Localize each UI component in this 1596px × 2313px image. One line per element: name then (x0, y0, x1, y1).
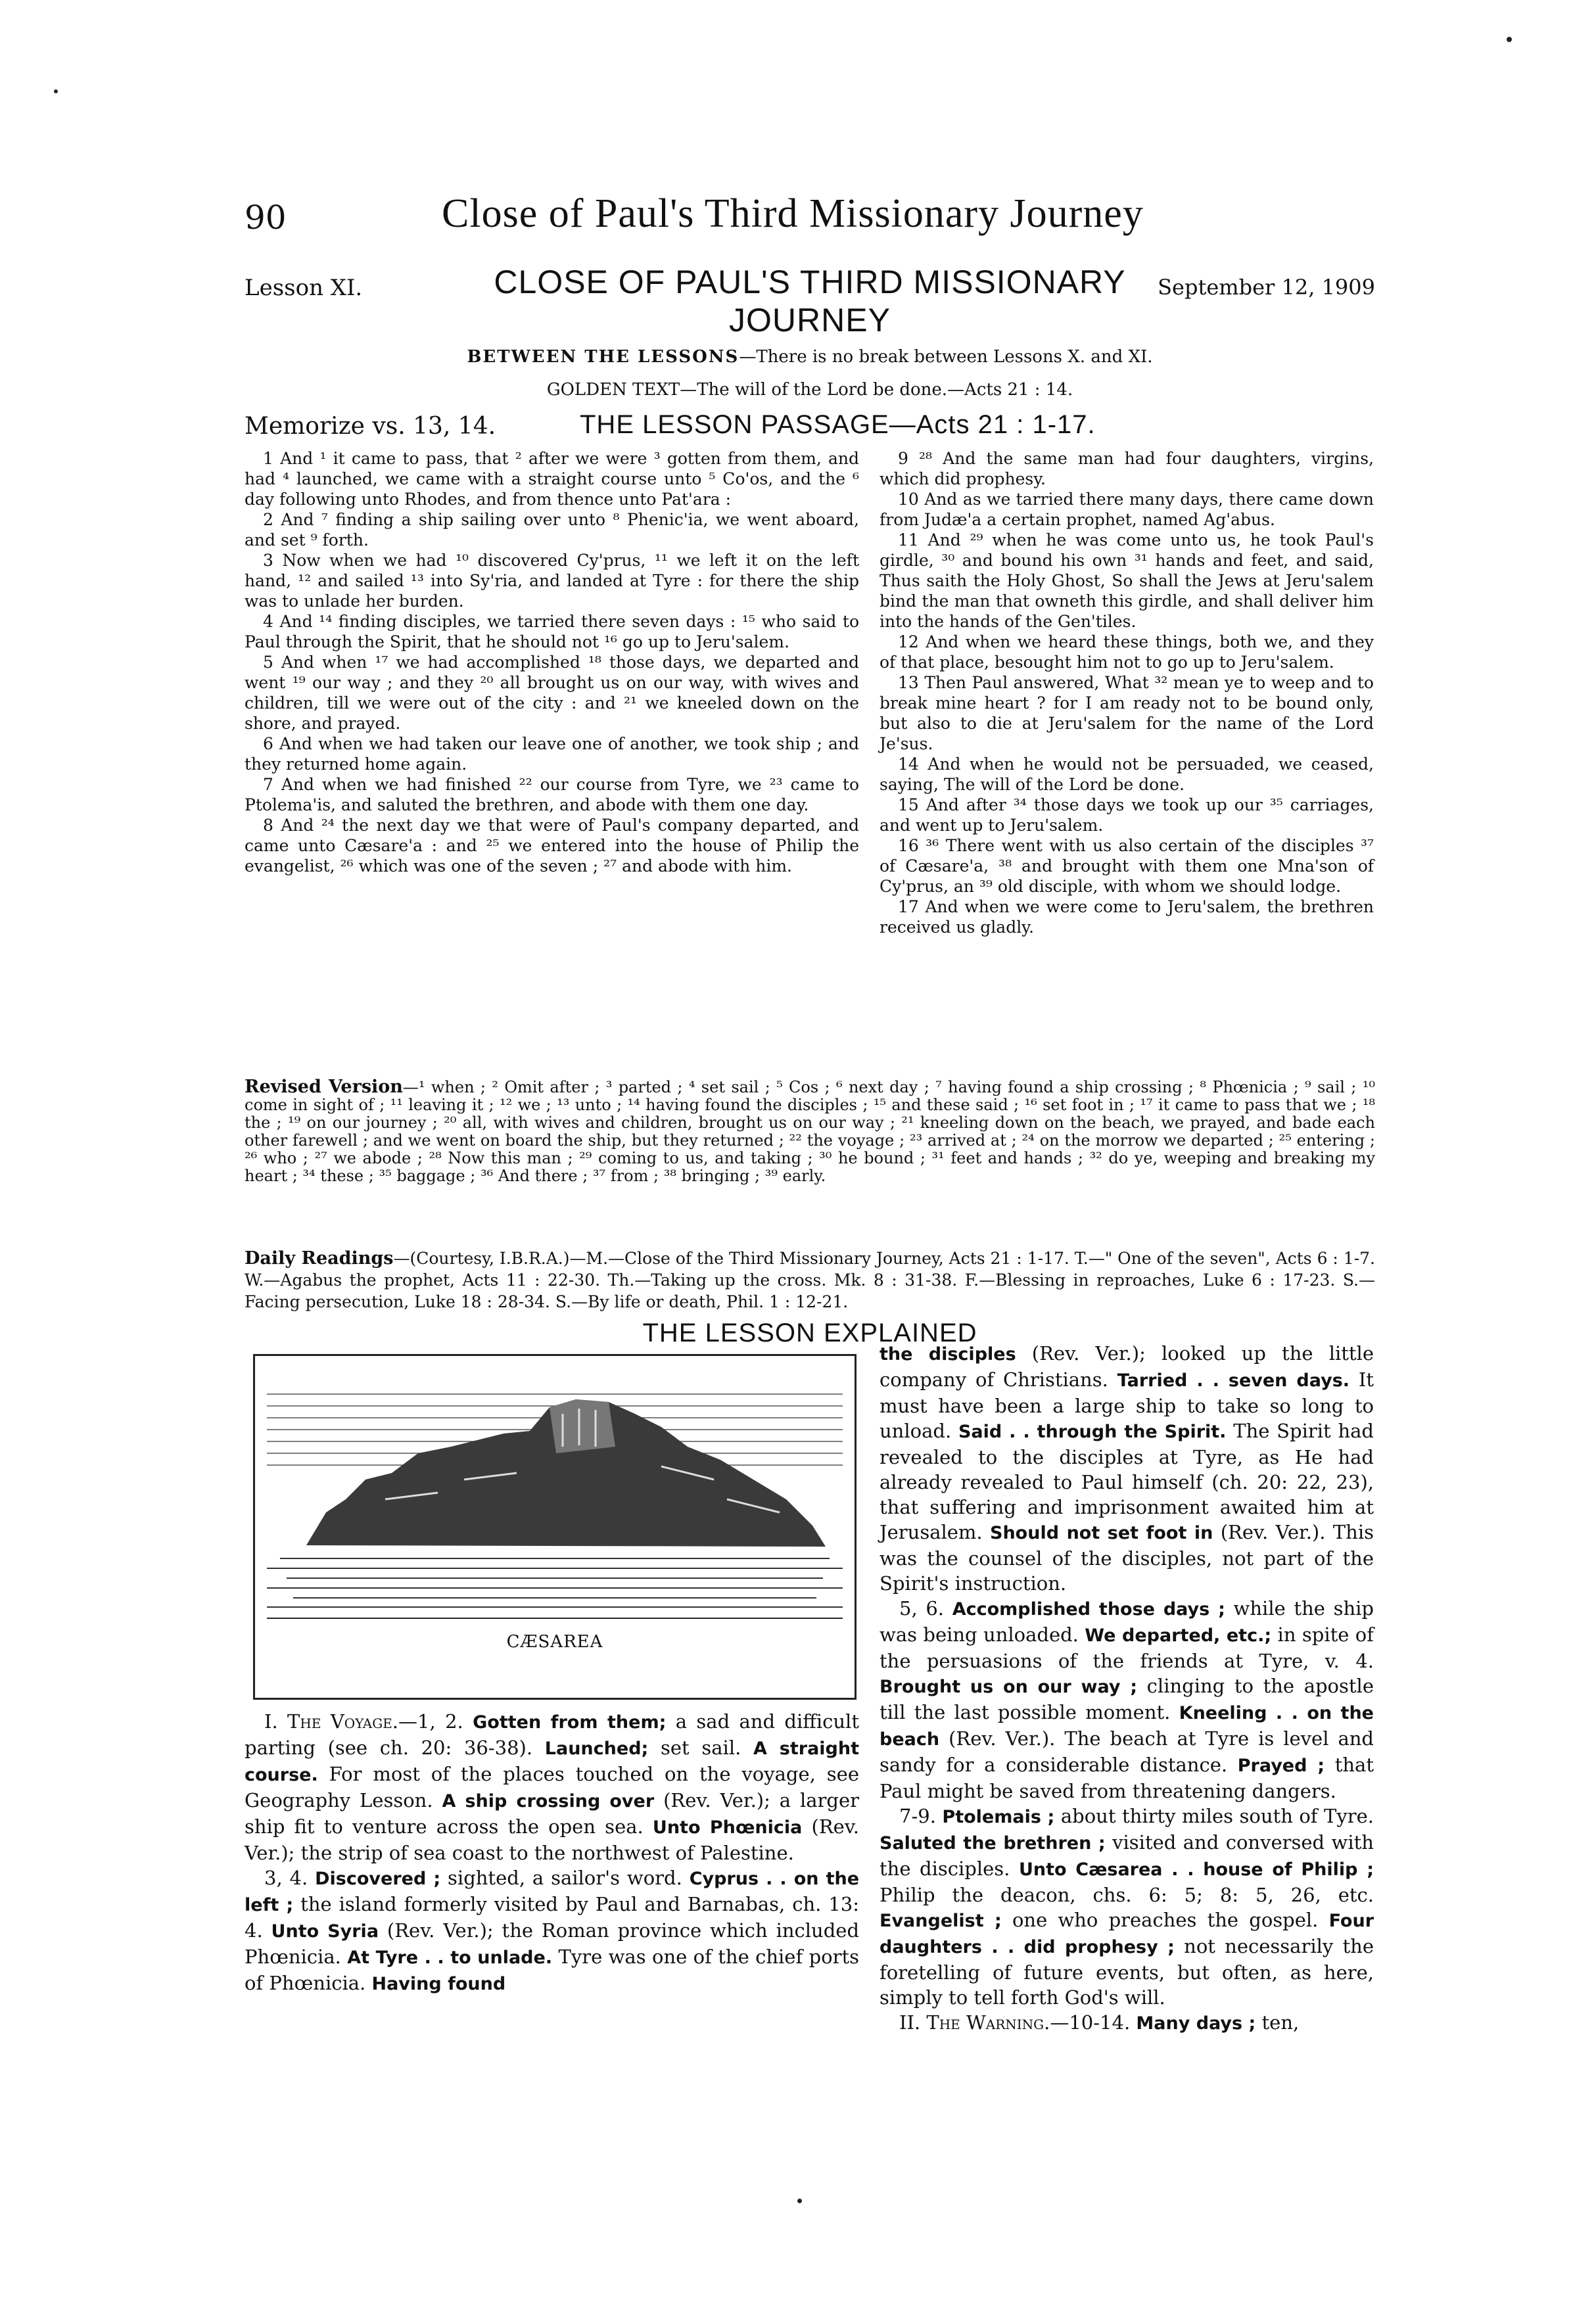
gloss: (Rev. Ver.); looked up the little company of Christians. (880, 1342, 1374, 1391)
gloss: The Spirit had revealed to the disciples at Tyre, as He had already revealed to Paul himself (ch. 20: 22, 23), that suffering and imprisonment awaited him at Jerusalem. (880, 1420, 1374, 1543)
verse: 12 And when we heard these things, both we, and they of that place, besought him not to go up to Jeru'salem. (880, 632, 1374, 672)
verse: 14 And when he would not be persuaded, we ceased, saying, The will of the Lord be done. (880, 755, 1374, 794)
gloss: the island formerly visited by Paul and Barnabas, ch. 13: 4. (245, 1893, 859, 1942)
explained-right-column (880, 1341, 1374, 2036)
term: Unto Cæsarea . . house of Philip ; (1018, 1859, 1374, 1880)
gloss: clinging to the apostle till the last possible moment. (880, 1675, 1374, 1723)
term: Saluted the brethren ; (880, 1833, 1106, 1854)
verse: 6 And when we had taken our leave one of another, we took ship ; and they returned home again. (245, 734, 859, 774)
gloss: one who preaches the gospel. (1001, 1909, 1329, 1931)
term: Many days ; (1136, 2013, 1256, 2034)
running-title: Close of Paul's Third Missionary Journey (442, 191, 1144, 236)
gloss: (Rev. Ver.). The beach at Tyre is level and sandy for a considerable distance. (880, 1727, 1374, 1776)
daily-readings-text: —(Courtesy, I.B.R.A.)—M.—Close of the Third Missionary Journey, Acts 21 : 1-17. T.—" One of the seven", Acts 6 : 1-7. W.—Agabus the prophet, Acts 11 : 22-30. Th.—Taking up the cross. Mk. 8 : 31-38. F.—Blessing in reproaches, Luke 6 : 17-23. S.—Facing persecution, Luke 18 : 28-34. S.—By life or death, Phil. 1 : 12-21. (245, 1249, 1376, 1311)
running-head (245, 191, 1362, 250)
revised-version-label: Revised Version (245, 1077, 403, 1097)
term: At Tyre . . to unlade. (347, 1948, 553, 1968)
between-lessons-text: —There is no break between Lessons X. and XI. (739, 347, 1153, 367)
section-head: 7-9. (899, 1805, 936, 1827)
term: Ptolemais ; (942, 1807, 1055, 1827)
gloss: ten, (1256, 2011, 1300, 2034)
explained-left-column (245, 1709, 859, 1997)
gloss: (Rev. Ver.). This was the counsel of the disciples, not part of the Spirit's instruction. (880, 1521, 1374, 1595)
term: A ship crossing over (442, 1791, 655, 1811)
gloss: that Paul might be saved from threatening dangers. (880, 1754, 1374, 1802)
explained-paragraph (880, 1596, 1374, 1804)
passage-right-column (880, 448, 1374, 937)
term: Unto Phœnicia (652, 1817, 803, 1838)
gloss: Tyre was one of the chief ports of Phœnicia. (245, 1946, 860, 1994)
term: Said . . through the Spirit. (958, 1422, 1227, 1442)
term: Gotten from them; (473, 1712, 667, 1733)
term: A straight course. (245, 1739, 859, 1785)
verse: 5 And when ¹⁷ we had accomplished ¹⁸ those days, we departed and went ¹⁹ our way ; and they ²⁰ all brought us on our way, with wives and children, till we were out of the city : and ²¹ we kneeled down on the shore, and prayed. (245, 653, 859, 733)
gloss: (Rev. Ver.); a larger ship fit to venture across the open sea. (245, 1789, 860, 1838)
lesson-header (245, 263, 1375, 339)
explained-paragraph (245, 1709, 859, 1865)
section-head: 3, 4. (264, 1867, 308, 1889)
gloss: For most of the places touched on the voyage, see Geography Lesson. (245, 1763, 859, 1811)
lesson-date: September 12, 1909 (1158, 275, 1375, 300)
gloss: set sail. (648, 1737, 754, 1759)
daily-readings (245, 1248, 1375, 1313)
term: Tarried . . seven days. (1117, 1370, 1350, 1391)
verse: 4 And ¹⁴ finding disciples, we tarried there seven days : ¹⁵ who said to Paul through the Spirit, that he should not ¹⁶ go up to Jeru'salem. (245, 612, 859, 651)
scan-speck (1507, 37, 1512, 42)
term: Kneeling . . on the beach (880, 1703, 1374, 1750)
gloss: while the ship was being unloaded. (880, 1597, 1374, 1646)
gloss: not necessarily the foretelling of future events, but often, as here, simply to tell forth God's will. (880, 1935, 1374, 2009)
term: Prayed ; (1237, 1756, 1325, 1776)
gloss: about thirty miles south of Tyre. (1054, 1805, 1374, 1827)
explained-paragraph (880, 2010, 1374, 2036)
term: Brought us on our way ; (880, 1677, 1138, 1697)
between-lessons-label: BETWEEN THE LESSONS (467, 347, 739, 367)
verse: 13 Then Paul answered, What ³² mean ye to weep and to break mine heart ? for I am ready not to be bound only, but also to die at Jeru'salem for the name of the Lord Je'sus. (880, 673, 1374, 753)
gloss: sighted, a sailor's word. (440, 1867, 690, 1889)
scan-speck (797, 2199, 802, 2203)
memorize-row (245, 410, 1375, 443)
ruins-engraving (267, 1368, 843, 1615)
explained-paragraph (880, 1804, 1374, 2010)
term: Cyprus . . on the left ; (245, 1869, 860, 1915)
verse: 7 And when we had finished ²² our course from Tyre, we ²³ came to Ptolema'is, and saluted the brethren, and abode with them one day. (245, 775, 859, 814)
verse: 17 And when we were come to Jeru'salem, the brethren received us gladly. (880, 897, 1374, 937)
memorize-verses: Memorize vs. 13, 14. (245, 413, 496, 440)
revised-version (245, 1078, 1375, 1185)
term: Discovered ; (315, 1869, 441, 1889)
gloss: (Rev. Ver.); the Roman province which included Phœnicia. (245, 1919, 860, 1968)
term: Evangelist ; (880, 1911, 1002, 1931)
section-head: II. The Warning.—10-14. (899, 2011, 1131, 2034)
verse: 15 And after ³⁴ those days we took up our ³⁵ carriages, and went up to Jeru'salem. (880, 795, 1374, 835)
term: Should not set foot in (990, 1523, 1213, 1543)
explained-paragraph (880, 1341, 1374, 1596)
daily-readings-label: Daily Readings (245, 1248, 394, 1269)
caption-rule (267, 1618, 843, 1619)
gloss: (Rev. Ver.); the strip of sea coast to the northwest of Palestine. (245, 1815, 860, 1864)
between-lessons (245, 347, 1375, 367)
lesson-title: CLOSE OF PAUL'S THIRD MISSIONARY JOURNEY (494, 264, 1126, 339)
page-number: 90 (245, 199, 287, 237)
term: Four daughters . . did prophesy ; (880, 1911, 1374, 1957)
lesson-explained-heading: THE LESSON EXPLAINED (642, 1319, 977, 1347)
lesson-number: Lesson XI. (245, 275, 363, 301)
term: We departed, etc.; (1085, 1625, 1272, 1646)
gloss: visited and conversed with the disciples. (880, 1831, 1374, 1880)
verse: 1 And ¹ it came to pass, that ² after we were ³ gotten from them, and had ⁴ launched, we came with a straight course unto ⁵ Co'os, and the ⁶ day following unto Rhodes, and from thence unto Pat'ara : (245, 449, 859, 509)
verse: 16 ³⁶ There went with us also certain of the disciples ³⁷ of Cæsare'a, ³⁸ and brought with them one Mna'son of Cy'prus, an ³⁹ old disciple, with whom we should lodge. (880, 836, 1374, 896)
revised-version-text: —¹ when ; ² Omit after ; ³ parted ; ⁴ set sail ; ⁵ Cos ; ⁶ next day ; ⁷ having found a ship crossing ; ⁸ Phœnicia ; ⁹ sail ; ¹⁰ come in sight of ; ¹¹ leaving it ; ¹² we ; ¹³ unto ; ¹⁴ having found the disciples ; ¹⁵ and these said ; ¹⁶ set foot in ; ¹⁷ it came to pass that we ; ¹⁸ the ; ¹⁹ on our journey ; ²⁰ all, with wives and children, brought us on our way ; ²¹ kneeling down on the beach, we prayed, and bade each other farewell ; and we went on board the ship, but they returned ; ²² the voyage ; ²³ arrived at ; ²⁴ on the morrow we departed ; ²⁵ entering ; ²⁶ who ; ²⁷ we abode ; ²⁸ Now this man ; ²⁹ coming to us, and taking ; ³⁰ he bound ; ³¹ feet and hands ; ³² do ye, weeping and breaking my heart ; ³⁴ these ; ³⁵ baggage ; ³⁶ And there ; ³⁷ from ; ³⁸ bringing ; ³⁹ early. (245, 1078, 1375, 1185)
gloss: a sad and difficult parting (see ch. 20: 36-38). (245, 1710, 859, 1759)
gloss: Philip the deacon, chs. 6: 5; 8: 5, 26, etc. (880, 1884, 1374, 1906)
verse: 3 Now when we had ¹⁰ discovered Cy'prus, ¹¹ we left it on the left hand, ¹² and sailed ¹³ into Sy'ria, and landed at Tyre : for there the ship was to unlade her burden. (245, 551, 859, 611)
section-head: 5, 6. (899, 1597, 945, 1620)
term: Accomplished those days ; (952, 1599, 1225, 1620)
verse: 11 And ²⁹ when he was come unto us, he took Paul's girdle, ³⁰ and bound his own ³¹ hands and feet, and said, Thus saith the Holy Ghost, So shall the Jews at Jeru'salem bind the man that owneth this girdle, and shall deliver him into the hands of the Gen'tiles. (880, 530, 1374, 631)
verse: 8 And ²⁴ the next day we that were of Paul's company departed, and came unto Cæsare'a : and ²⁵ we entered into the house of Philip the evangelist, ²⁶ which was one of the seven ; ²⁷ and abode with him. (245, 816, 859, 876)
term: the disciples (880, 1344, 1016, 1365)
gloss: in spite of the persuasions of the friends at Tyre, v. 4. (880, 1624, 1374, 1672)
verse: 10 And as we tarried there many days, there came down from Judæ'a a certain prophet, named Ag'abus. (880, 490, 1374, 529)
section-head: I. The Voyage.—1, 2. (264, 1710, 463, 1733)
term: Having found (371, 1974, 506, 1994)
gloss: It must have been a large ship to take so long to unload. (880, 1368, 1374, 1442)
lesson-passage-heading: THE LESSON PASSAGE—Acts 21 : 1-17. (580, 410, 1096, 439)
verse: 9 ²⁸ And the same man had four daughters, virgins, which did prophesy. (880, 449, 1374, 488)
caesarea-illustration (253, 1354, 857, 1700)
golden-text: GOLDEN TEXT—The will of the Lord be done.—Acts 21 : 14. (546, 380, 1073, 400)
term: Unto Syria (271, 1921, 379, 1942)
verse: 2 And ⁷ finding a ship sailing over unto ⁸ Phenic'ia, we went aboard, and set ⁹ forth. (245, 510, 859, 549)
passage-left-column (245, 448, 859, 876)
term: Launched; (544, 1739, 649, 1759)
explained-paragraph (245, 1865, 859, 1997)
figure-caption: CÆSAREA (506, 1632, 603, 1652)
scan-speck (54, 89, 58, 93)
